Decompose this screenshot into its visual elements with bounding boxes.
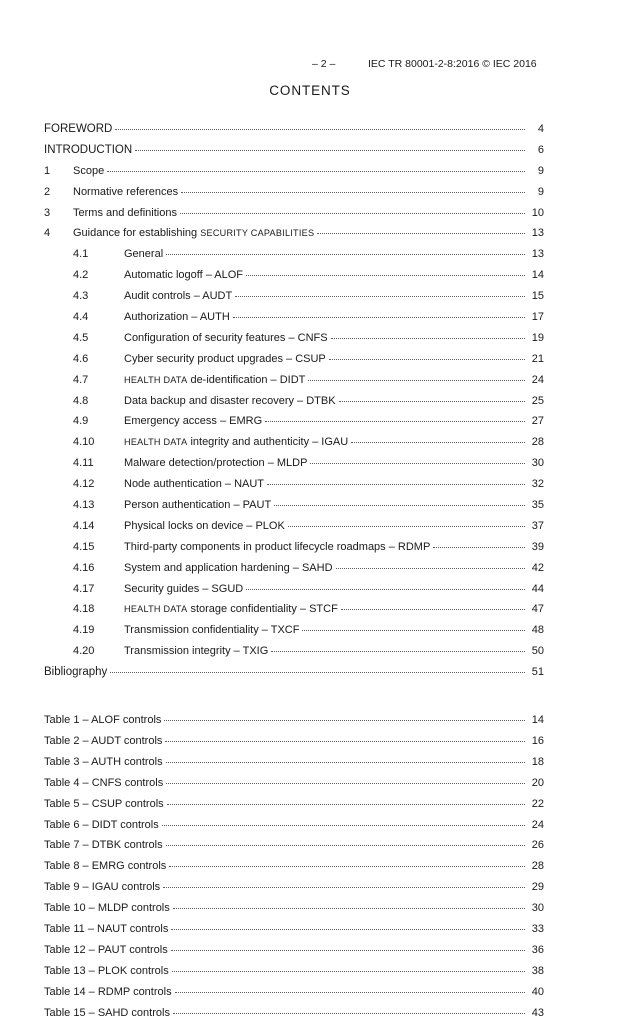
toc-entry-label: Guidance for establishing SECURITY CAPABILITIES: [73, 227, 315, 240]
toc-table-entry[interactable]: [44, 752, 544, 773]
toc-back-matter-section: [44, 662, 544, 683]
toc-entry[interactable]: [44, 495, 544, 516]
toc-entry[interactable]: [44, 516, 544, 537]
dot-leader: [336, 560, 525, 571]
toc-entry-page-number: 42: [531, 561, 544, 574]
toc-entry-number: 4.2: [73, 269, 89, 282]
toc-entry-number: 4.14: [73, 519, 95, 532]
toc-entry[interactable]: [44, 620, 544, 641]
toc-entry[interactable]: [44, 307, 544, 328]
toc-entry[interactable]: [44, 161, 544, 182]
toc-entry-number: 4.16: [73, 561, 95, 574]
toc-entry-label: HEALTH DATA integrity and authenticity – IGAU: [124, 436, 349, 449]
dot-leader: [171, 942, 525, 953]
dot-leader: [331, 330, 525, 341]
toc-entry-label: HEALTH DATA de-identification – DIDT: [124, 373, 306, 386]
toc-entry-page-number: 14: [531, 269, 544, 282]
dot-leader: [172, 963, 525, 974]
toc-entry-page-number: 28: [531, 860, 544, 873]
toc-table-entry[interactable]: [44, 982, 544, 1003]
toc-entry-number: 1: [44, 164, 51, 177]
small-caps-term: HEALTH DATA: [124, 374, 188, 385]
toc-entry-number: 4.5: [73, 331, 89, 344]
toc-entry-page-number: 6: [537, 143, 544, 156]
toc-entry-label: Person authentication – PAUT: [124, 499, 272, 512]
toc-entry-label: Table 14 – RDMP controls: [44, 985, 172, 998]
dot-leader: [246, 581, 525, 592]
toc-table-entry[interactable]: [44, 835, 544, 856]
toc-table-entry[interactable]: [44, 856, 544, 877]
page-title: CONTENTS: [269, 83, 351, 98]
dot-leader: [308, 372, 525, 383]
toc-entry-page-number: 51: [531, 666, 544, 679]
toc-entry-page-number: 28: [531, 436, 544, 449]
toc-entry-label: Table 8 – EMRG controls: [44, 860, 167, 873]
toc-entry-label: Table 5 – CSUP controls: [44, 797, 164, 810]
toc-entry-label: Configuration of security features – CNFS: [124, 331, 328, 344]
toc-entry-page-number: 32: [531, 478, 544, 491]
toc-entry-number: 4.8: [73, 394, 89, 407]
toc-entry-page-number: 25: [531, 394, 544, 407]
toc-entry-label: Audit controls – AUDT: [124, 290, 233, 303]
toc-entry[interactable]: [44, 558, 544, 579]
small-caps-term: SECURITY CAPABILITIES: [200, 228, 315, 239]
toc-entry[interactable]: [44, 244, 544, 265]
toc-table-entry[interactable]: [44, 940, 544, 961]
toc-entry-page-number: 13: [531, 227, 544, 240]
toc-entry-label: Malware detection/protection – MLDP: [124, 457, 308, 470]
toc-entry[interactable]: [44, 641, 544, 662]
toc-entry-label: Automatic logoff – ALOF: [124, 269, 244, 282]
toc-entry-label: Table 11 – NAUT controls: [44, 922, 169, 935]
running-header: [44, 56, 544, 72]
toc-entry-label: INTRODUCTION: [44, 143, 133, 156]
dot-leader: [271, 643, 525, 654]
toc-entry[interactable]: [44, 349, 544, 370]
toc-entry-page-number: 15: [531, 290, 544, 303]
toc-entry-number: 4.13: [73, 499, 95, 512]
dot-leader: [166, 775, 525, 786]
toc-entry-label: Emergency access – EMRG: [124, 415, 263, 428]
dot-leader: [166, 246, 525, 257]
toc-entry-page-number: 35: [531, 499, 544, 512]
toc-entry-page-number: 21: [531, 352, 544, 365]
toc-entry-label: Table 13 – PLOK controls: [44, 964, 169, 977]
dot-leader: [162, 817, 525, 828]
dot-leader: [169, 858, 525, 869]
toc-entry-number: 4.15: [73, 540, 95, 553]
dot-leader: [107, 163, 525, 174]
header-page-marker: – 2 –: [312, 58, 336, 70]
toc-table-entry[interactable]: [44, 710, 544, 731]
toc-entry-label: Table 3 – AUTH controls: [44, 755, 163, 768]
toc-entry-page-number: 14: [531, 714, 544, 727]
dot-leader: [233, 309, 525, 320]
toc-entry-label: Physical locks on device – PLOK: [124, 519, 285, 532]
toc-entry[interactable]: [44, 286, 544, 307]
toc-entry[interactable]: [44, 203, 544, 224]
toc-entry-page-number: 33: [531, 922, 544, 935]
toc-entry[interactable]: [44, 599, 544, 620]
toc-subclauses-section: [44, 244, 544, 662]
toc-table-entry[interactable]: [44, 815, 544, 836]
dot-leader: [329, 351, 525, 362]
toc-entry-page-number: 27: [531, 415, 544, 428]
toc-entry-label: Scope: [73, 164, 105, 177]
toc-entry-page-number: 39: [531, 540, 544, 553]
toc-entry-page-number: 9: [537, 164, 544, 177]
dot-leader: [164, 712, 525, 723]
dot-leader: [433, 539, 525, 550]
toc-entry-page-number: 36: [531, 943, 544, 956]
dot-leader: [267, 476, 525, 487]
toc-entry-label: HEALTH DATA storage confidentiality – STCF: [124, 603, 338, 616]
toc-entry-page-number: 22: [531, 797, 544, 810]
toc-table-entry[interactable]: [44, 794, 544, 815]
toc-entry-page-number: 24: [531, 373, 544, 386]
toc-entry-number: 4.9: [73, 415, 89, 428]
toc-table-entry[interactable]: [44, 919, 544, 940]
toc-entry[interactable]: [44, 411, 544, 432]
toc-entry-page-number: 17: [531, 311, 544, 324]
toc-entry-page-number: 18: [531, 755, 544, 768]
toc-clauses-section: [44, 161, 544, 245]
dot-leader: [235, 288, 525, 299]
dot-leader: [339, 393, 525, 404]
toc-entry-label: Normative references: [73, 185, 179, 198]
toc-front-matter-section: [44, 119, 544, 161]
dot-leader: [341, 601, 525, 612]
toc-entry-number: 4.19: [73, 624, 95, 637]
toc-section-spacer: [44, 683, 544, 710]
dot-leader: [265, 413, 525, 424]
dot-leader: [302, 622, 525, 633]
toc-entry-page-number: 16: [531, 734, 544, 747]
toc-entry-page-number: 19: [531, 331, 544, 344]
small-caps-term: HEALTH DATA: [124, 604, 188, 615]
dot-leader: [173, 1005, 525, 1016]
toc-entry[interactable]: [44, 453, 544, 474]
dot-leader: [351, 434, 525, 445]
toc-entry-number: 4.6: [73, 352, 89, 365]
dot-leader: [110, 664, 525, 675]
toc-entry-number: 2: [44, 185, 51, 198]
dot-leader: [310, 455, 525, 466]
toc-entry-label: Cyber security product upgrades – CSUP: [124, 352, 326, 365]
toc-entry-label: System and application hardening – SAHD: [124, 561, 333, 574]
toc-entry-page-number: 4: [537, 123, 544, 135]
toc-entry-number: 4.1: [73, 248, 89, 261]
dot-leader: [274, 497, 525, 508]
dot-leader: [167, 796, 525, 807]
toc-entry-number: 4.4: [73, 311, 89, 324]
dot-leader: [180, 205, 525, 216]
toc-entry-number: 4.20: [73, 645, 95, 658]
toc-entry-label: Table 6 – DIDT controls: [44, 818, 159, 831]
toc-entry[interactable]: [44, 328, 544, 349]
toc-entry-label: Authorization – AUTH: [124, 311, 230, 324]
toc-entry-page-number: 26: [531, 839, 544, 852]
toc-entry-number: 4: [44, 227, 51, 240]
toc-entry[interactable]: [44, 265, 544, 286]
toc-entry-label: Security guides – SGUD: [124, 582, 244, 595]
toc-entry-page-number: 9: [537, 185, 544, 198]
dot-leader: [166, 837, 525, 848]
toc-entry-page-number: 24: [531, 818, 544, 831]
toc-entry-page-number: 20: [531, 776, 544, 789]
toc-tables-section: [44, 710, 544, 1023]
toc-entry[interactable]: [44, 537, 544, 558]
table-of-contents: [44, 119, 544, 1023]
toc-entry-page-number: 38: [531, 964, 544, 977]
toc-entry[interactable]: [44, 579, 544, 600]
toc-entry[interactable]: [44, 223, 544, 244]
toc-entry-label: Bibliography: [44, 666, 108, 679]
toc-entry-label: Table 1 – ALOF controls: [44, 714, 162, 727]
toc-entry-number: 4.7: [73, 373, 89, 386]
toc-entry-page-number: 10: [531, 206, 544, 219]
toc-entry-label: Third-party components in product lifecycle roadmaps – RDMP: [124, 540, 431, 553]
toc-entry-page-number: 48: [531, 624, 544, 637]
dot-leader: [175, 984, 525, 995]
small-caps-term: HEALTH DATA: [124, 437, 188, 448]
toc-table-entry[interactable]: [44, 773, 544, 794]
toc-entry-label: FOREWORD: [44, 123, 113, 135]
toc-entry-page-number: 50: [531, 645, 544, 658]
toc-entry-label: Table 2 – AUDT controls: [44, 734, 163, 747]
toc-entry-page-number: 30: [531, 457, 544, 470]
dot-leader: [135, 142, 525, 153]
dot-leader: [173, 900, 525, 911]
toc-entry-label: Transmission integrity – TXIG: [124, 645, 269, 658]
toc-entry-label: Transmission confidentiality – TXCF: [124, 624, 300, 637]
toc-entry-page-number: 13: [531, 248, 544, 261]
toc-entry-page-number: 40: [531, 985, 544, 998]
dot-leader: [246, 267, 525, 278]
dot-leader: [163, 879, 525, 890]
toc-entry-number: 4.11: [73, 457, 94, 470]
toc-entry-label: Table 9 – IGAU controls: [44, 881, 161, 894]
toc-entry[interactable]: [44, 474, 544, 495]
toc-entry-page-number: 44: [531, 582, 544, 595]
dot-leader: [165, 733, 525, 744]
toc-entry-label: Table 4 – CNFS controls: [44, 776, 164, 789]
toc-entry-page-number: 30: [531, 902, 544, 915]
toc-entry-page-number: 29: [531, 881, 544, 894]
toc-entry-label: Table 7 – DTBK controls: [44, 839, 163, 852]
toc-entry[interactable]: [44, 119, 544, 140]
toc-table-entry[interactable]: [44, 731, 544, 752]
toc-entry-number: 3: [44, 206, 51, 219]
toc-entry-label: Node authentication – NAUT: [124, 478, 265, 491]
toc-table-entry[interactable]: [44, 898, 544, 919]
header-document-reference: IEC TR 80001-2-8:2016 © IEC 2016: [368, 58, 537, 70]
dot-leader: [181, 184, 525, 195]
toc-table-entry[interactable]: [44, 877, 544, 898]
toc-entry[interactable]: [44, 391, 544, 412]
toc-entry-label: Table 10 – MLDP controls: [44, 902, 170, 915]
dot-leader: [317, 225, 525, 236]
toc-entry-page-number: 37: [531, 519, 544, 532]
toc-entry-label: Table 15 – SAHD controls: [44, 1006, 170, 1019]
dot-leader: [166, 754, 525, 765]
toc-entry-page-number: 47: [531, 603, 544, 616]
toc-entry-number: 4.10: [73, 436, 95, 449]
toc-entry-label: Data backup and disaster recovery – DTBK: [124, 394, 336, 407]
dot-leader: [171, 921, 525, 932]
toc-entry-label: Terms and definitions: [73, 206, 177, 219]
toc-entry[interactable]: [44, 370, 544, 391]
toc-entry-number: 4.3: [73, 290, 89, 303]
toc-entry-label: General: [124, 248, 164, 261]
toc-entry-number: 4.17: [73, 582, 95, 595]
toc-table-entry[interactable]: [44, 961, 544, 982]
toc-entry[interactable]: [44, 140, 544, 161]
toc-entry-label: Table 12 – PAUT controls: [44, 943, 168, 956]
dot-leader: [115, 121, 525, 132]
toc-entry-page-number: 43: [531, 1006, 544, 1019]
toc-entry-number: 4.12: [73, 478, 95, 491]
toc-entry-number: 4.18: [73, 603, 95, 616]
toc-entry[interactable]: [44, 432, 544, 453]
toc-table-entry[interactable]: [44, 1003, 544, 1023]
toc-entry[interactable]: [44, 182, 544, 203]
dot-leader: [288, 518, 525, 529]
toc-entry[interactable]: [44, 662, 544, 683]
